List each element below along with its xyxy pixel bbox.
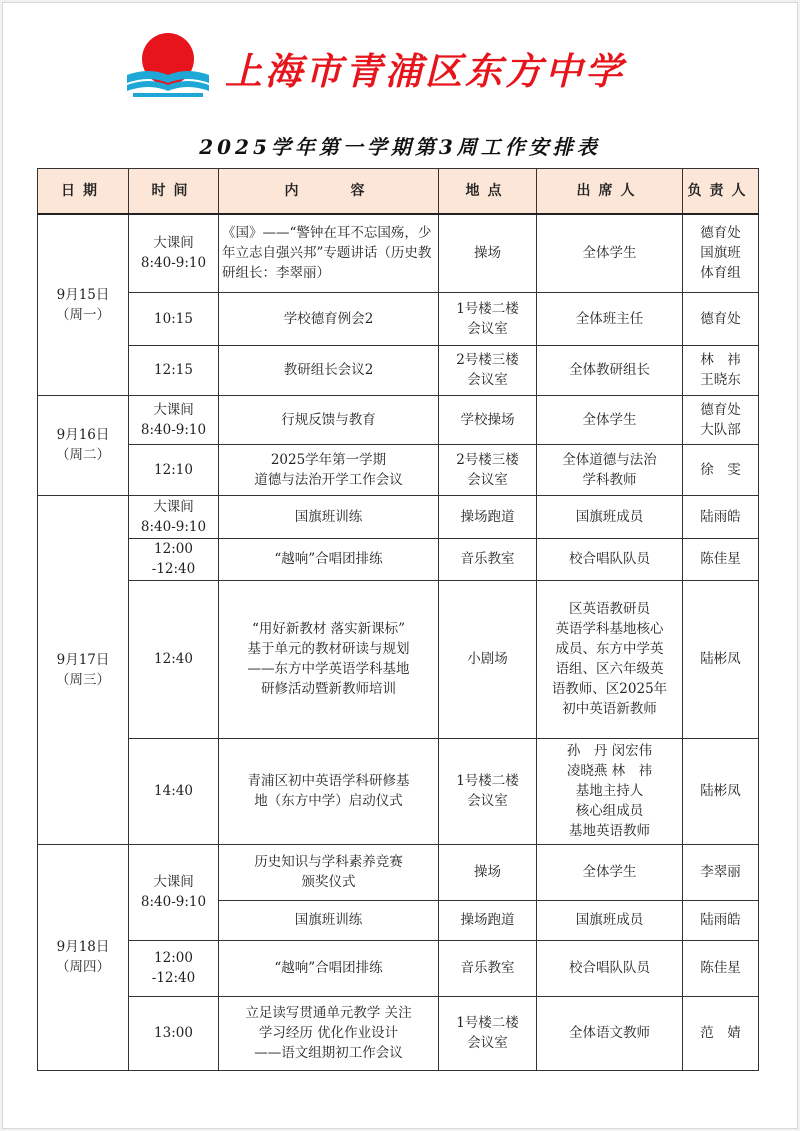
content-cell: 国旗班训练 bbox=[219, 900, 439, 940]
table-row bbox=[38, 940, 759, 996]
date-label: 9月16日 bbox=[56, 427, 110, 443]
time-cell: 12:10 bbox=[129, 444, 219, 495]
owner-cell: 李翠丽 bbox=[683, 844, 759, 900]
location-cell: 1号楼二楼 会议室 bbox=[439, 996, 537, 1070]
attendees-cell: 校合唱队队员 bbox=[537, 538, 683, 580]
column-header-attendees: 出席人 bbox=[537, 169, 683, 215]
document-page bbox=[2, 2, 798, 1129]
page-title: 2025学年第一学期第3周工作安排表 bbox=[199, 135, 601, 159]
attendees-cell: 全体学生 bbox=[537, 844, 683, 900]
weekday-label: （周四） bbox=[56, 959, 110, 975]
time-cell: 12:00 -12:40 bbox=[129, 538, 219, 580]
attendees-cell: 孙 丹 闵宏伟 凌晓燕 林 祎 基地主持人 核心组成员 基地英语教师 bbox=[537, 738, 683, 844]
attendees-cell: 全体学生 bbox=[537, 395, 683, 444]
location-cell: 学校操场 bbox=[439, 395, 537, 444]
owner-cell: 陈佳星 bbox=[683, 538, 759, 580]
owner-cell: 陆彬凤 bbox=[683, 738, 759, 844]
location-cell: 2号楼三楼 会议室 bbox=[439, 444, 537, 495]
location-cell: 1号楼二楼 会议室 bbox=[439, 292, 537, 345]
time-cell: 大课间 8:40-9:10 bbox=[129, 495, 219, 538]
time-cell: 12:15 bbox=[129, 345, 219, 395]
owner-cell: 德育处 大队部 bbox=[683, 395, 759, 444]
weekday-label: （周一） bbox=[56, 306, 110, 323]
time-cell: 大课间 8:40-9:10 bbox=[129, 395, 219, 444]
content-cell: 立足读写贯通单元教学 关注 学习经历 优化作业设计 ——语文组期初工作会议 bbox=[219, 996, 439, 1070]
date-cell bbox=[38, 495, 129, 844]
content-cell: 青浦区初中英语学科研修基 地（东方中学）启动仪式 bbox=[219, 738, 439, 844]
owner-cell: 陈佳星 bbox=[683, 940, 759, 996]
owner-cell: 徐 雯 bbox=[683, 444, 759, 495]
attendees-cell: 区英语教研员 英语学科基地核心 成员、东方中学英 语组、区六年级英 语教师、区2025年 初中英语新教师 bbox=[537, 580, 683, 738]
school-logo-icon bbox=[123, 29, 213, 101]
time-cell: 12:40 bbox=[129, 580, 219, 738]
column-header-time: 时间 bbox=[129, 169, 219, 215]
column-header-date: 日期 bbox=[38, 169, 129, 215]
time-cell: 13:00 bbox=[129, 996, 219, 1070]
attendees-cell: 全体班主任 bbox=[537, 292, 683, 345]
attendees-cell: 校合唱队队员 bbox=[537, 940, 683, 996]
content-cell: 《国》——“警钟在耳不忘国殇，少年立志自强兴邦”专题讲话（历史教研组长：李翠丽） bbox=[219, 214, 439, 292]
weekday-label: （周二） bbox=[56, 447, 110, 463]
content-cell: 行规反馈与教育 bbox=[219, 395, 439, 444]
table-row bbox=[38, 395, 759, 444]
time-cell: 大课间 8:40-9:10 bbox=[129, 844, 219, 940]
owner-cell: 林 祎 王晓东 bbox=[683, 345, 759, 395]
content-cell: 2025学年第一学期 道德与法治开学工作会议 bbox=[219, 444, 439, 495]
content-cell: “越响”合唱团排练 bbox=[219, 940, 439, 996]
time-cell: 10:15 bbox=[129, 292, 219, 345]
table-row bbox=[38, 292, 759, 345]
content-cell: 国旗班训练 bbox=[219, 495, 439, 538]
content-cell: “越响”合唱团排练 bbox=[219, 538, 439, 580]
owner-cell: 德育处 国旗班 体育组 bbox=[683, 214, 759, 292]
owner-cell: 陆彬凤 bbox=[683, 580, 759, 738]
attendees-cell: 全体学生 bbox=[537, 214, 683, 292]
table-row bbox=[38, 738, 759, 844]
column-header-location: 地点 bbox=[439, 169, 537, 215]
owner-cell: 范 婧 bbox=[683, 996, 759, 1070]
weekday-label: （周三） bbox=[56, 671, 110, 688]
owner-cell: 德育处 bbox=[683, 292, 759, 345]
owner-cell: 陆雨皓 bbox=[683, 495, 759, 538]
date-cell bbox=[38, 395, 129, 495]
schedule-table bbox=[37, 168, 759, 1071]
time-cell: 大课间 8:40-9:10 bbox=[129, 214, 219, 292]
location-cell: 操场 bbox=[439, 844, 537, 900]
location-cell: 操场跑道 bbox=[439, 495, 537, 538]
table-header-row bbox=[38, 169, 759, 215]
date-label: 9月18日 bbox=[56, 939, 110, 955]
content-cell: 教研组长会议2 bbox=[219, 345, 439, 395]
table-row bbox=[38, 214, 759, 292]
time-cell: 12:00 -12:40 bbox=[129, 940, 219, 996]
date-label: 9月15日 bbox=[56, 286, 110, 303]
location-cell: 操场跑道 bbox=[439, 900, 537, 940]
attendees-cell: 全体教研组长 bbox=[537, 345, 683, 395]
table-row bbox=[38, 495, 759, 538]
table-row bbox=[38, 844, 759, 900]
location-cell: 2号楼三楼 会议室 bbox=[439, 345, 537, 395]
column-header-content: 内 容 bbox=[219, 169, 439, 215]
location-cell: 操场 bbox=[439, 214, 537, 292]
date-label: 9月17日 bbox=[56, 651, 110, 668]
attendees-cell: 国旗班成员 bbox=[537, 900, 683, 940]
owner-cell: 陆雨皓 bbox=[683, 900, 759, 940]
content-cell: “用好新教材 落实新课标” 基于单元的教材研读与规划 ——东方中学英语学科基地 研修活动暨新教师培训 bbox=[219, 580, 439, 738]
location-cell: 音乐教室 bbox=[439, 940, 537, 996]
column-header-owner: 负责人 bbox=[683, 169, 759, 215]
table-row bbox=[38, 345, 759, 395]
table-row bbox=[38, 580, 759, 738]
time-cell: 14:40 bbox=[129, 738, 219, 844]
date-cell bbox=[38, 844, 129, 1070]
attendees-cell: 全体语文教师 bbox=[537, 996, 683, 1070]
table-row bbox=[38, 444, 759, 495]
location-cell: 小剧场 bbox=[439, 580, 537, 738]
table-row bbox=[38, 996, 759, 1070]
school-name: 上海市青浦区东方中学 bbox=[225, 49, 625, 93]
location-cell: 音乐教室 bbox=[439, 538, 537, 580]
location-cell: 1号楼二楼 会议室 bbox=[439, 738, 537, 844]
content-cell: 学校德育例会2 bbox=[219, 292, 439, 345]
attendees-cell: 全体道德与法治 学科教师 bbox=[537, 444, 683, 495]
table-row bbox=[38, 538, 759, 580]
date-cell bbox=[38, 214, 129, 395]
content-cell: 历史知识与学科素养竞赛 颁奖仪式 bbox=[219, 844, 439, 900]
attendees-cell: 国旗班成员 bbox=[537, 495, 683, 538]
